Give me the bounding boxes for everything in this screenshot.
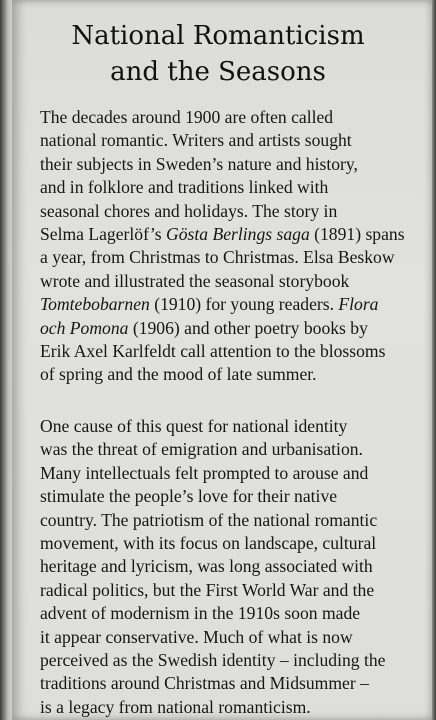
text-line: Erik Axel Karlfeldt call attention to the blossoms bbox=[40, 341, 386, 362]
text-line: One cause of this quest for national identity bbox=[40, 415, 348, 436]
text-line: was the threat of emigration and urbanisation. bbox=[40, 439, 363, 460]
text-line: of spring and the mood of late summer. bbox=[40, 364, 317, 385]
book-title-gosta-berlings-saga: Gösta Berlings saga bbox=[166, 224, 310, 245]
book-title-tomtebobarnen: Tomtebobarnen bbox=[40, 294, 150, 315]
text-line: The decades around 1900 are often called bbox=[40, 107, 334, 127]
text-line: heritage and lyricism, was long associated with bbox=[40, 556, 373, 577]
title-line-1: National Romanticism bbox=[71, 21, 365, 51]
text-line: stimulate the people’s love for their native bbox=[40, 486, 338, 507]
text-line: Many intellectuals felt prompted to arouse and bbox=[40, 462, 369, 483]
text-line bbox=[40, 293, 430, 316]
text-line: a year, from Christmas to Christmas. Elsa Beskow bbox=[40, 247, 395, 268]
book-title-och-pomona: och Pomona bbox=[40, 317, 129, 338]
text-fragment: (1906) and other poetry books by bbox=[128, 317, 368, 338]
text-line: traditions around Christmas and Midsummer – bbox=[40, 673, 369, 694]
text-line: perceived as the Swedish identity – including the bbox=[40, 649, 386, 670]
text-line: and in folklore and traditions linked with bbox=[40, 177, 329, 198]
text-line: national romantic. Writers and artists sought bbox=[40, 130, 352, 151]
text-fragment: Selma Lagerlöf’s bbox=[40, 224, 167, 245]
text-line: their subjects in Sweden’s nature and history, bbox=[40, 153, 358, 174]
title-line-2: and the Seasons bbox=[110, 57, 326, 87]
text-fragment: (1910) for young readers. bbox=[149, 294, 339, 315]
text-line: advent of modernism in the 1910s soon made bbox=[40, 603, 361, 624]
sign-body-text bbox=[40, 106, 430, 719]
text-line: is a legacy from national romanticism. bbox=[40, 696, 311, 717]
paragraph-1 bbox=[40, 106, 430, 387]
text-line: movement, with its focus on landscape, cultural bbox=[40, 532, 377, 553]
text-line: wrote and illustrated the seasonal storybook bbox=[40, 270, 350, 291]
text-line bbox=[40, 223, 430, 246]
page-title bbox=[0, 18, 436, 90]
text-line: seasonal chores and holidays. The story in bbox=[40, 200, 338, 221]
text-line: country. The patriotism of the national romantic bbox=[40, 509, 378, 530]
text-line bbox=[40, 317, 430, 340]
text-line: it appear conservative. Much of what is now bbox=[40, 626, 353, 647]
text-fragment: (1891) spans bbox=[309, 224, 405, 245]
book-title-flora: Flora bbox=[338, 294, 379, 315]
paragraph-2 bbox=[40, 415, 430, 719]
text-line: radical politics, but the First World War and the bbox=[40, 579, 375, 600]
